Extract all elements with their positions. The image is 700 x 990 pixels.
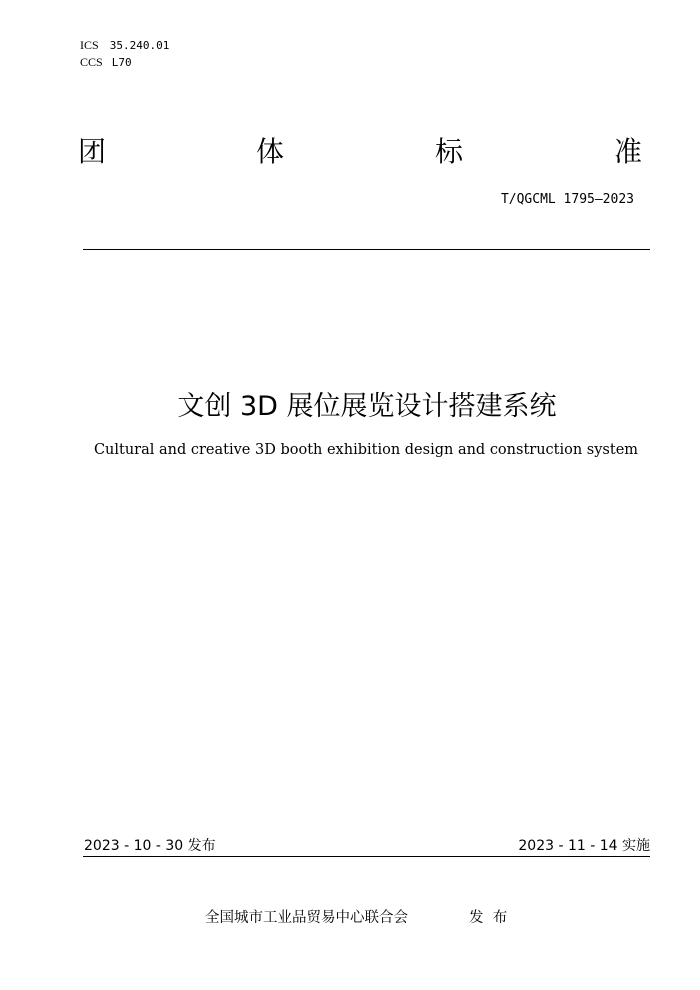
- ics-label: ICS: [80, 38, 99, 52]
- standard-number: T/QGCML 1795—2023: [500, 192, 634, 207]
- ics-code: 35.240.01: [109, 39, 170, 52]
- ccs-label: CCS: [80, 55, 103, 69]
- bottom-rule: [83, 856, 650, 857]
- publish-label: 发 布: [469, 910, 508, 926]
- title-en: Cultural and creative 3D booth exhibition design and construction system: [93, 442, 639, 458]
- classification-block: [80, 34, 169, 68]
- standard-type-char-2: 体: [256, 135, 285, 168]
- standard-type-char-1: 团: [78, 135, 107, 168]
- top-rule: [83, 249, 650, 250]
- release-date: 2023 - 10 - 30 发布: [84, 838, 216, 854]
- publisher: 全国城市工业品贸易中心联合会: [205, 910, 408, 926]
- ccs-code: L70: [111, 56, 132, 69]
- implement-date: 2023 - 11 - 14 实施: [518, 838, 650, 854]
- standard-type-char-4: 准: [614, 135, 643, 168]
- standard-type-char-3: 标: [435, 135, 464, 168]
- title-cn: 文创 3D 展位展览设计搭建系统: [177, 391, 557, 422]
